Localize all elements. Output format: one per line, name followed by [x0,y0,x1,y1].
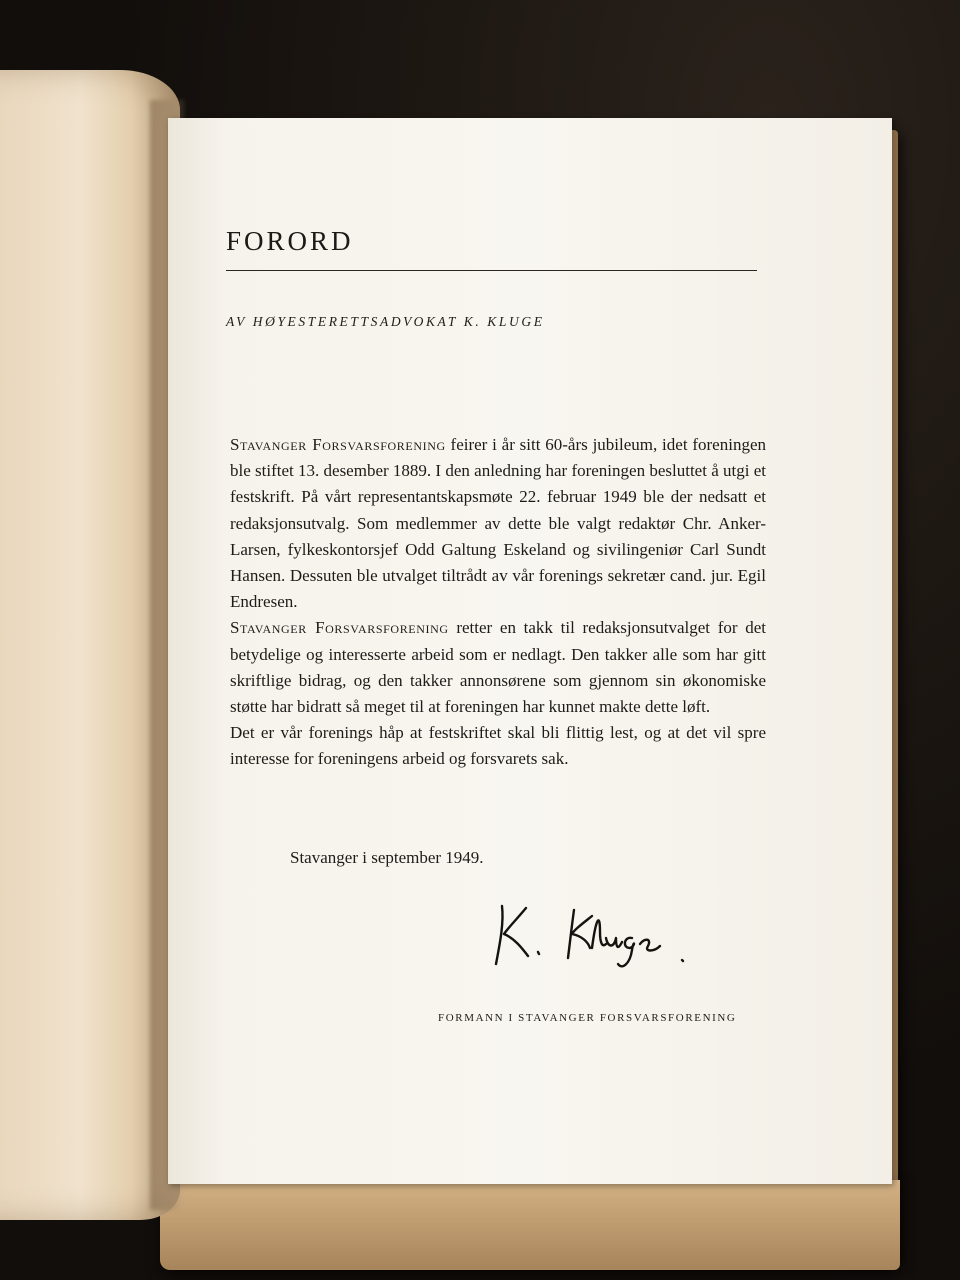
signatory-title: FORMANN I STAVANGER FORSVARSFORENING [438,1012,737,1024]
paragraph-2 [230,615,766,720]
paragraph-1 [230,432,766,615]
body-text [230,432,766,773]
paragraph-3: Det er vår forenings håp at festskriftet skal bli flittig lest, og at det vil spre interesse for foreningens arbeid og forsvarets sak. [230,723,766,769]
org-name-lead: Stavanger Forsvarsforening [230,435,446,454]
heading-rule [226,270,757,271]
right-page [168,118,892,1184]
org-name-lead: Stavanger Forsvarsforening [230,618,449,638]
page-heading: FORORD [226,226,354,256]
author-byline: AV HØYESTERETTSADVOKAT K. KLUGE [226,314,545,329]
page-content [168,118,892,1184]
paragraph-2-text: retter en takk til redaksjonsutvalget for det betydelige og interesserte arbeid som er nedlagt. Den takker alle som har gitt skriftlige bidrag, og den takker annonsørene som gjennom sin økonomiske støtte har bidratt så meget til at foreningen har kunnet makte dette løft. [230,618,766,717]
book-cover-bottom [160,1180,900,1270]
place-date: Stavanger i september 1949. [290,848,484,867]
handwritten-signature [492,898,692,978]
paragraph-1-text: feirer i år sitt 60-års jubileum, idet foreningen ble stiftet 13. desember 1889. I den anledning har foreningen besluttet å utgi et festskrift. På vårt representantskapsmøte 22. februar 1949 ble der nedsatt et redaksjonsutvalg. Som medlemmer av dette ble valgt redaktør Chr. Anker-Larsen, fylkeskontorsjef Odd Galtung Eskeland og sivilingeniør Carl Sundt Hansen. Dessuten ble utvalget tiltrådt av vår forenings sekretær cand. jur. Egil Endresen. [230,435,766,612]
